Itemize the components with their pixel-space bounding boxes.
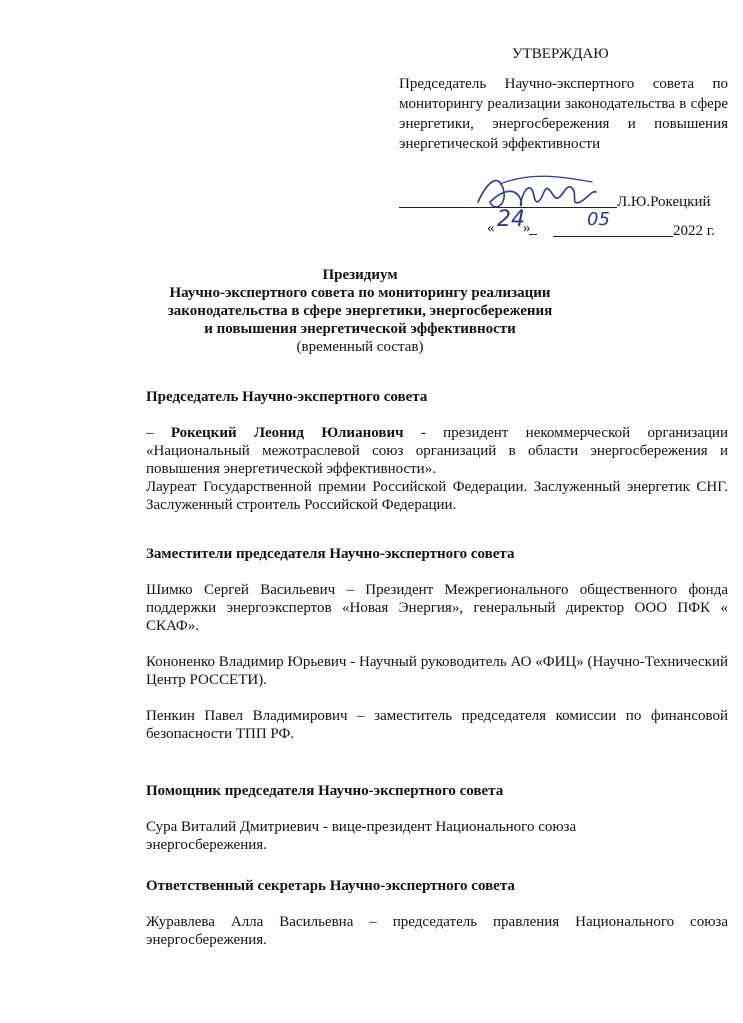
chair-dash: –: [146, 425, 171, 441]
document-heading: [146, 266, 574, 356]
approval-position: Председатель Научно-экспертного совета по мониторингу реализации законодательства в сфере энергетики, энергосбережения и повышения энергетической эффективности: [399, 76, 728, 152]
chair-description: - президент некоммерческой организации «Национальный межотраслевой союз организаций в области энергосбережения и повышения энергетической эффективности».: [146, 425, 728, 477]
date-year: 2022 г.: [673, 223, 715, 239]
heading-line-5: (временный состав): [296, 339, 424, 355]
section-secretary: [146, 877, 728, 949]
handwritten-signature: [470, 162, 600, 222]
heading-line-3: законодательства в сфере энергетики, энергосбережения: [167, 303, 553, 319]
section-title-secretary: Ответственный секретарь Научно-экспертного совета: [146, 878, 515, 894]
signatory-name: Л.Ю.Рокецкий: [617, 194, 711, 210]
chair-name: Рокецкий Леонид Юлианович: [170, 425, 404, 441]
assistant-member: Сура Виталий Дмитриевич - вице-президент Национального союза энергосбережения.: [146, 819, 577, 853]
heading-line-2: Научно-экспертного совета по мониторингу реализации: [169, 285, 551, 301]
secretary-member: Журавлева Алла Васильевна – председатель правления Национального союза энергосбережения.: [146, 914, 728, 948]
section-title-deputies: Заместители председателя Научно-экспертного совета: [146, 546, 515, 562]
approval-title: УТВЕРЖДАЮ: [512, 46, 609, 62]
deputy-member-1: Шимко Сергей Васильевич – Президент Межрегионального общественного фонда поддержки энергоэкспертов «Новая Энергия», генеральный директор ООО ПФК « СКАФ».: [146, 582, 728, 634]
deputy-member-2: Кононенко Владимир Юрьевич - Научный руководитель АО «ФИЦ» (Научно-Технический Центр РОССЕТИ).: [146, 654, 728, 688]
date-underline-short: [529, 234, 537, 235]
section-chair: [146, 388, 728, 514]
heading-line-4: и повышения энергетической эффективности: [204, 321, 516, 337]
date-close-quote: »: [523, 220, 531, 236]
date-month-handwritten: 05: [587, 209, 610, 230]
date-day-handwritten: 24: [497, 207, 525, 232]
section-title-chair: Председатель Научно-экспертного совета: [146, 389, 428, 405]
chair-member: [146, 424, 728, 478]
chair-awards: Лауреат Государственной премии Российской Федерации. Заслуженный энергетик СНГ. Заслуженный строитель Российской Федерации.: [146, 479, 728, 513]
section-assistant: [146, 782, 728, 854]
heading-line-1: Президиум: [322, 267, 398, 283]
date-open-quote: «: [487, 220, 495, 236]
deputy-member-3: Пенкин Павел Владимирович – заместитель председателя комиссии по финансовой безопасности ТПП РФ.: [146, 708, 728, 742]
section-deputies: [146, 545, 728, 743]
date-month-underline: [553, 236, 673, 237]
section-title-assistant: Помощник председателя Научно-экспертного совета: [146, 783, 504, 799]
